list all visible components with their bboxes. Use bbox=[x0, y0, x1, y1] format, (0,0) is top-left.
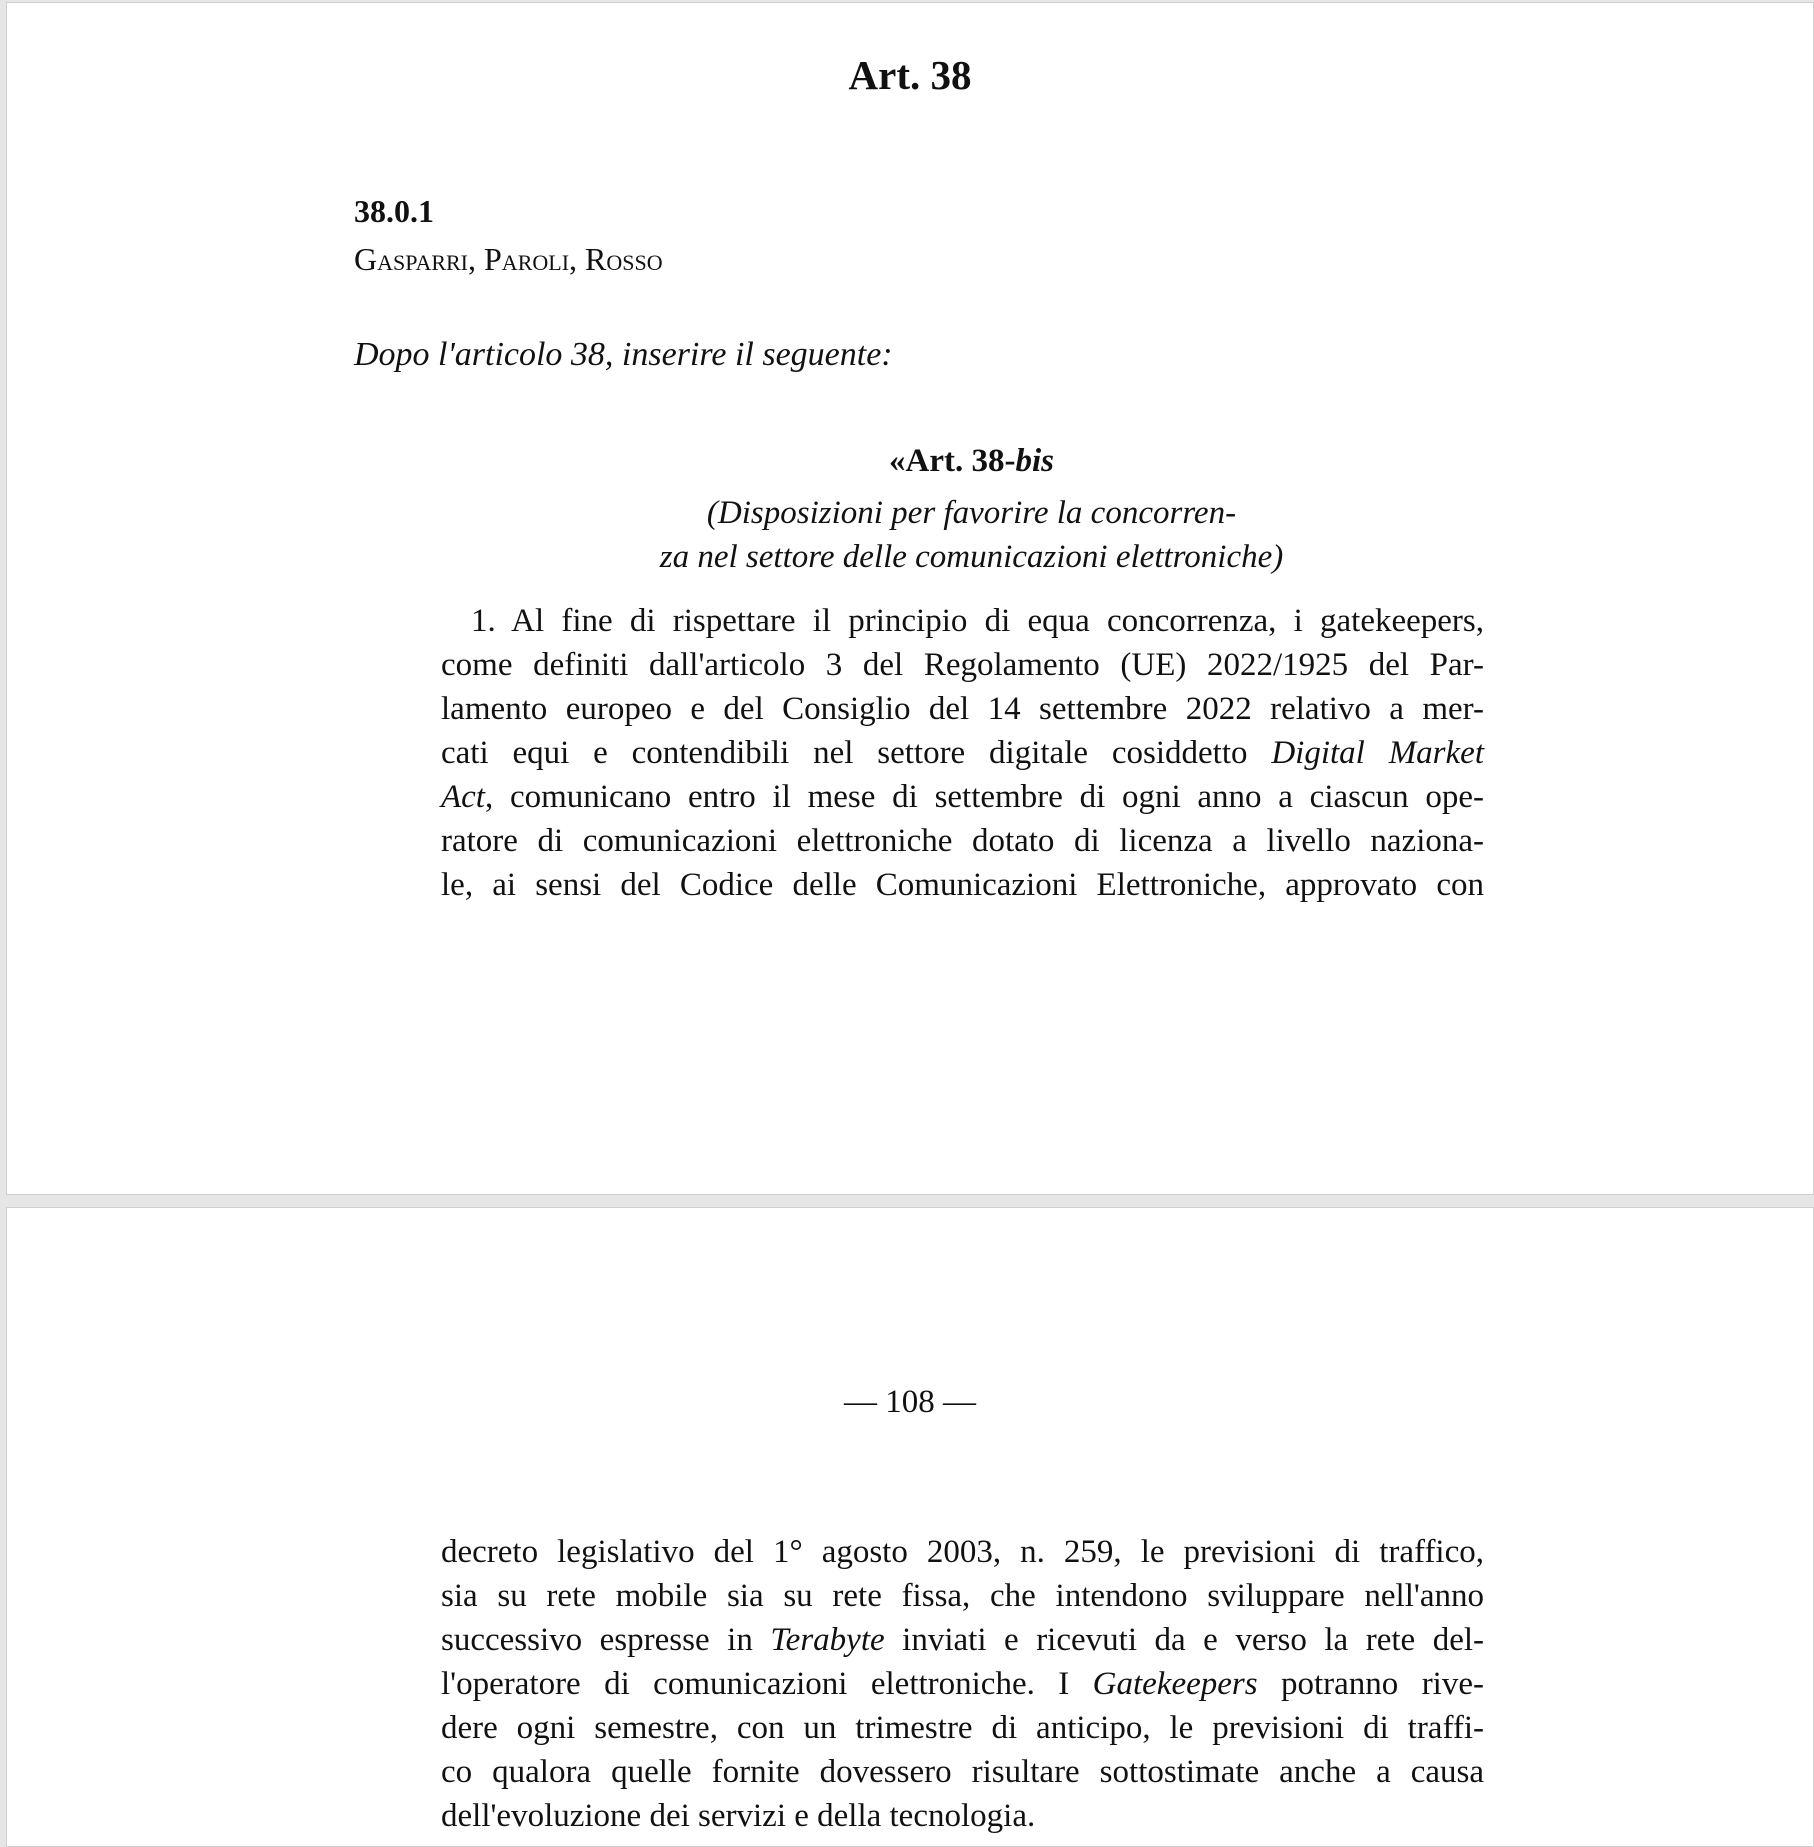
body-text-run: , comunicano entro il mese di settembre di ogni anno a ciascun ope- bbox=[484, 779, 1484, 815]
document-page-1 bbox=[6, 2, 1814, 1195]
body-text-italic: Digital Market bbox=[1271, 735, 1484, 771]
body-line: dell'evoluzione dei servizi e della tecnologia. bbox=[441, 1798, 1036, 1834]
body-text-run: potranno rive- bbox=[1257, 1666, 1484, 1702]
body-line: decreto legislativo del 1° agosto 2003, n. 259, le previsioni di traffico, bbox=[441, 1534, 1484, 1570]
amendment-instruction: Dopo l'articolo 38, inserire il seguente: bbox=[354, 336, 893, 373]
body-line: lamento europeo e del Consiglio del 14 settembre 2022 relativo a mer- bbox=[441, 691, 1484, 727]
new-article-suffix: bis bbox=[1015, 443, 1054, 479]
body-line: co qualora quelle fornite dovessero risultare sottostimate anche a causa bbox=[441, 1754, 1484, 1790]
body-line: ratore di comunicazioni elettroniche dotato di licenza a livello naziona- bbox=[441, 823, 1484, 859]
body-line: come definiti dall'articolo 3 del Regolamento (UE) 2022/1925 del Par- bbox=[441, 647, 1484, 683]
body-line bbox=[441, 1662, 1484, 1706]
new-article-subtitle-line-1: (Disposizioni per favorire la concorren- bbox=[706, 495, 1237, 531]
body-line bbox=[441, 731, 1484, 775]
amendment-number: 38.0.1 bbox=[354, 193, 434, 229]
body-text-run: successivo espresse in bbox=[441, 1622, 771, 1658]
body-line: le, ai sensi del Codice delle Comunicazioni Elettroniche, approvato con bbox=[441, 867, 1484, 903]
article-body-page-2 bbox=[441, 1530, 1484, 1838]
body-line: sia su rete mobile sia su rete fissa, che intendono sviluppare nell'anno bbox=[441, 1578, 1484, 1614]
body-line: 1. Al fine di rispettare il principio di equa concorrenza, i gatekeepers, bbox=[471, 603, 1484, 639]
amendment-authors: Gasparri, Paroli, Rosso bbox=[354, 241, 663, 277]
body-line bbox=[441, 1618, 1484, 1662]
page-number: — 108 — bbox=[844, 1384, 976, 1420]
new-article-subtitle-line-2: za nel settore delle comunicazioni elettroniche) bbox=[659, 539, 1284, 575]
body-text-italic: Gatekeepers bbox=[1092, 1666, 1258, 1702]
body-line bbox=[441, 775, 1484, 819]
article-body-page-1 bbox=[441, 599, 1484, 907]
body-text-run: cati equi e contendibili nel settore digitale cosiddetto bbox=[441, 735, 1272, 771]
body-line: dere ogni semestre, con un trimestre di anticipo, le previsioni di traffi- bbox=[441, 1710, 1484, 1746]
new-article-prefix: «Art. 38- bbox=[889, 443, 1016, 479]
body-text-run: l'operatore di comunicazioni elettroniche. I bbox=[441, 1666, 1093, 1702]
article-heading: Art. 38 bbox=[848, 52, 972, 98]
new-article-heading bbox=[7, 443, 1813, 480]
body-text-run: inviati e ricevuti da e verso la rete del- bbox=[884, 1622, 1484, 1658]
document-page-2 bbox=[6, 1207, 1814, 1847]
body-text-italic: Act bbox=[441, 779, 485, 815]
body-text-italic: Terabyte bbox=[770, 1622, 885, 1658]
